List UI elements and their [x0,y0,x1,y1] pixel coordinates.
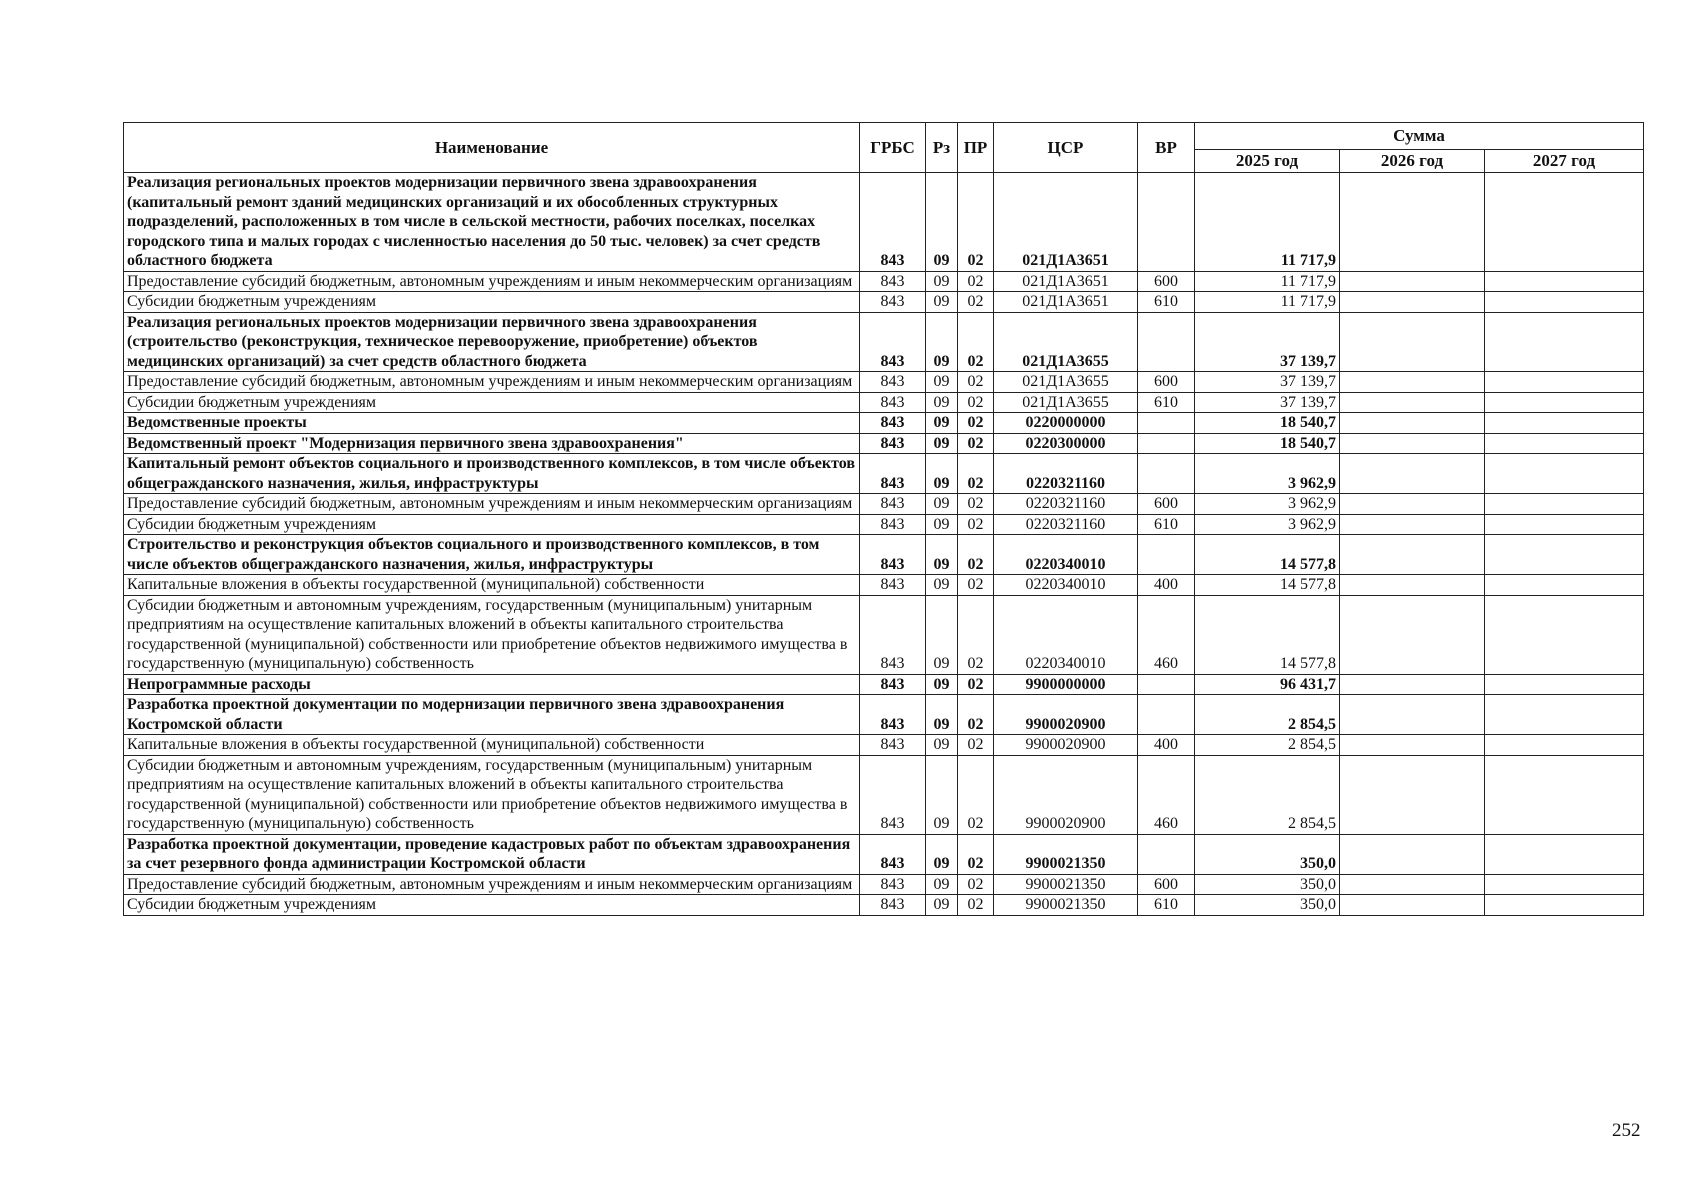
cell-rz: 09 [926,834,958,874]
cell-name: Капитальные вложения в объекты государственной (муниципальной) собственности [124,575,860,596]
cell-csr: 0220321160 [994,514,1138,535]
cell-2025: 18 540,7 [1195,413,1340,434]
header-2026: 2026 год [1340,150,1485,173]
header-vr: ВР [1138,123,1195,173]
cell-csr: 9900020900 [994,755,1138,834]
cell-2025: 14 577,8 [1195,535,1340,575]
cell-vr: 600 [1138,874,1195,895]
cell-rz: 09 [926,271,958,292]
cell-pr: 02 [958,494,994,515]
cell-grbs: 843 [860,674,926,695]
cell-name: Ведомственные проекты [124,413,860,434]
cell-name: Строительство и реконструкция объектов социального и производственного комплексов, в том числе объектов общегражданского назначения, жилья, инфраструктуры [124,535,860,575]
table-row [124,695,1644,735]
cell-name: Непрограммные расходы [124,674,860,695]
cell-name: Ведомственный проект "Модернизация первичного звена здравоохранения" [124,433,860,454]
cell-rz: 09 [926,413,958,434]
cell-pr: 02 [958,895,994,916]
cell-2027 [1485,535,1644,575]
table-row [124,312,1644,372]
cell-rz: 09 [926,372,958,393]
cell-pr: 02 [958,755,994,834]
cell-2027 [1485,312,1644,372]
cell-name: Предоставление субсидий бюджетным, автономным учреждениям и иным некоммерческим организациям [124,271,860,292]
cell-rz: 09 [926,755,958,834]
cell-2026 [1340,494,1485,515]
cell-vr [1138,433,1195,454]
cell-2027 [1485,372,1644,393]
cell-csr: 021Д1А3651 [994,292,1138,313]
cell-grbs: 843 [860,312,926,372]
header-2027: 2027 год [1485,150,1644,173]
cell-grbs: 843 [860,413,926,434]
cell-grbs: 843 [860,173,926,272]
cell-grbs: 843 [860,595,926,674]
cell-rz: 09 [926,494,958,515]
table-row [124,535,1644,575]
cell-2025: 96 431,7 [1195,674,1340,695]
table-row [124,494,1644,515]
cell-name: Субсидии бюджетным учреждениям [124,292,860,313]
cell-name: Предоставление субсидий бюджетным, автономным учреждениям и иным некоммерческим организациям [124,874,860,895]
cell-pr: 02 [958,392,994,413]
budget-table [123,122,1644,916]
cell-csr: 021Д1А3655 [994,392,1138,413]
cell-2025: 37 139,7 [1195,312,1340,372]
cell-vr: 610 [1138,292,1195,313]
cell-vr: 400 [1138,575,1195,596]
cell-vr [1138,312,1195,372]
cell-2027 [1485,514,1644,535]
cell-csr: 021Д1А3655 [994,312,1138,372]
cell-rz: 09 [926,874,958,895]
cell-vr [1138,454,1195,494]
header-csr: ЦСР [994,123,1138,173]
cell-grbs: 843 [860,454,926,494]
cell-2025: 350,0 [1195,895,1340,916]
cell-2025: 14 577,8 [1195,575,1340,596]
cell-vr: 610 [1138,514,1195,535]
cell-grbs: 843 [860,535,926,575]
table-row [124,292,1644,313]
cell-vr: 600 [1138,372,1195,393]
cell-2027 [1485,874,1644,895]
cell-grbs: 843 [860,874,926,895]
table-row [124,735,1644,756]
header-rz: Рз [926,123,958,173]
cell-name: Разработка проектной документации, проведение кадастровых работ по объектам здравоохранения за счет резервного фонда администрации Костромской области [124,834,860,874]
cell-2027 [1485,695,1644,735]
table-row [124,755,1644,834]
cell-vr [1138,413,1195,434]
cell-grbs: 843 [860,372,926,393]
cell-pr: 02 [958,834,994,874]
table-row [124,392,1644,413]
cell-rz: 09 [926,454,958,494]
table-row [124,595,1644,674]
cell-vr: 610 [1138,392,1195,413]
cell-2025: 3 962,9 [1195,494,1340,515]
cell-2025: 37 139,7 [1195,392,1340,413]
cell-pr: 02 [958,695,994,735]
cell-name: Предоставление субсидий бюджетным, автономным учреждениям и иным некоммерческим организациям [124,494,860,515]
cell-2027 [1485,895,1644,916]
cell-2027 [1485,834,1644,874]
cell-pr: 02 [958,413,994,434]
cell-rz: 09 [926,575,958,596]
cell-pr: 02 [958,735,994,756]
cell-vr [1138,535,1195,575]
cell-2027 [1485,413,1644,434]
cell-2027 [1485,173,1644,272]
cell-vr [1138,674,1195,695]
cell-pr: 02 [958,312,994,372]
cell-csr: 0220340010 [994,535,1138,575]
cell-name: Субсидии бюджетным учреждениям [124,895,860,916]
cell-grbs: 843 [860,292,926,313]
table-row [124,514,1644,535]
cell-grbs: 843 [860,433,926,454]
table-row [124,674,1644,695]
cell-2026 [1340,454,1485,494]
header-2025: 2025 год [1195,150,1340,173]
cell-rz: 09 [926,514,958,535]
cell-2026 [1340,755,1485,834]
cell-2026 [1340,173,1485,272]
page-number: 252 [1612,1120,1641,1141]
cell-rz: 09 [926,292,958,313]
cell-rz: 09 [926,595,958,674]
cell-2026 [1340,271,1485,292]
cell-vr: 460 [1138,595,1195,674]
cell-2025: 3 962,9 [1195,514,1340,535]
cell-name: Субсидии бюджетным и автономным учреждениям, государственным (муниципальным) унитарным предприятиям на осуществление капитальных вложений в объекты капитального строительства государственной (муниципальной) собственности или приобретение объектов недвижимого имущества в государственную (муниципальную) собственность [124,755,860,834]
cell-2025: 11 717,9 [1195,292,1340,313]
header-pr: ПР [958,123,994,173]
cell-pr: 02 [958,372,994,393]
cell-2027 [1485,392,1644,413]
table-row [124,454,1644,494]
cell-2025: 11 717,9 [1195,173,1340,272]
cell-rz: 09 [926,695,958,735]
cell-csr: 0220321160 [994,494,1138,515]
cell-name: Предоставление субсидий бюджетным, автономным учреждениям и иным некоммерческим организациям [124,372,860,393]
cell-vr: 610 [1138,895,1195,916]
cell-2025: 2 854,5 [1195,695,1340,735]
cell-vr [1138,834,1195,874]
table-row [124,271,1644,292]
cell-csr: 0220340010 [994,575,1138,596]
cell-csr: 9900021350 [994,874,1138,895]
cell-pr: 02 [958,173,994,272]
cell-2027 [1485,433,1644,454]
cell-2027 [1485,755,1644,834]
cell-pr: 02 [958,292,994,313]
cell-name: Реализация региональных проектов модернизации первичного звена здравоохранения (капитальный ремонт зданий медицинских организаций и их обособленных структурных подразделений, расположенных в том числе в сельской местности, рабочих поселках, поселках городского типа и малых городах с численностью населения до 50 тыс. человек) за счет средств областного бюджета [124,173,860,272]
cell-rz: 09 [926,173,958,272]
cell-2027 [1485,494,1644,515]
cell-csr: 0220321160 [994,454,1138,494]
cell-grbs: 843 [860,494,926,515]
cell-name: Разработка проектной документации по модернизации первичного звена здравоохранения Костромской области [124,695,860,735]
cell-2026 [1340,575,1485,596]
cell-pr: 02 [958,271,994,292]
cell-rz: 09 [926,392,958,413]
cell-2025: 2 854,5 [1195,755,1340,834]
cell-2026 [1340,514,1485,535]
header-sum: Сумма [1195,123,1644,150]
cell-pr: 02 [958,674,994,695]
cell-2025: 350,0 [1195,874,1340,895]
cell-grbs: 843 [860,755,926,834]
cell-2026 [1340,312,1485,372]
table-row [124,173,1644,272]
cell-pr: 02 [958,454,994,494]
cell-vr: 600 [1138,271,1195,292]
cell-2025: 11 717,9 [1195,271,1340,292]
cell-grbs: 843 [860,735,926,756]
cell-name: Субсидии бюджетным учреждениям [124,514,860,535]
cell-2026 [1340,834,1485,874]
cell-pr: 02 [958,575,994,596]
cell-rz: 09 [926,433,958,454]
table-row [124,834,1644,874]
cell-2026 [1340,674,1485,695]
cell-grbs: 843 [860,834,926,874]
table-row [124,413,1644,434]
cell-2026 [1340,895,1485,916]
cell-2025: 18 540,7 [1195,433,1340,454]
cell-2026 [1340,874,1485,895]
cell-name: Капитальные вложения в объекты государственной (муниципальной) собственности [124,735,860,756]
table-row [124,575,1644,596]
cell-2027 [1485,674,1644,695]
cell-vr: 460 [1138,755,1195,834]
cell-grbs: 843 [860,895,926,916]
cell-vr: 600 [1138,494,1195,515]
cell-name: Реализация региональных проектов модернизации первичного звена здравоохранения (строительство (реконструкция, техническое перевооружение, приобретение) объектов медицинских организаций) за счет средств областного бюджета [124,312,860,372]
cell-grbs: 843 [860,514,926,535]
cell-name: Субсидии бюджетным учреждениям [124,392,860,413]
cell-grbs: 843 [860,575,926,596]
cell-2025: 350,0 [1195,834,1340,874]
cell-rz: 09 [926,535,958,575]
cell-pr: 02 [958,874,994,895]
cell-grbs: 843 [860,695,926,735]
cell-csr: 9900000000 [994,674,1138,695]
header-name: Наименование [124,123,860,173]
cell-2026 [1340,595,1485,674]
cell-rz: 09 [926,735,958,756]
cell-rz: 09 [926,674,958,695]
cell-pr: 02 [958,535,994,575]
cell-2026 [1340,433,1485,454]
cell-csr: 0220300000 [994,433,1138,454]
cell-csr: 9900020900 [994,735,1138,756]
cell-csr: 021Д1А3651 [994,271,1138,292]
cell-csr: 021Д1А3655 [994,372,1138,393]
cell-rz: 09 [926,312,958,372]
table-row [124,895,1644,916]
header-grbs: ГРБС [860,123,926,173]
cell-2026 [1340,413,1485,434]
cell-vr: 400 [1138,735,1195,756]
cell-pr: 02 [958,595,994,674]
cell-rz: 09 [926,895,958,916]
cell-pr: 02 [958,514,994,535]
cell-pr: 02 [958,433,994,454]
cell-2026 [1340,292,1485,313]
cell-2026 [1340,695,1485,735]
cell-2027 [1485,271,1644,292]
cell-2027 [1485,454,1644,494]
table-header [124,123,1644,173]
cell-2027 [1485,575,1644,596]
cell-2025: 2 854,5 [1195,735,1340,756]
cell-vr [1138,173,1195,272]
table-row [124,372,1644,393]
cell-name: Субсидии бюджетным и автономным учреждениям, государственным (муниципальным) унитарным предприятиям на осуществление капитальных вложений в объекты капитального строительства государственной (муниципальной) собственности или приобретение объектов недвижимого имущества в государственную (муниципальную) собственность [124,595,860,674]
cell-vr [1138,695,1195,735]
cell-2027 [1485,292,1644,313]
cell-csr: 9900021350 [994,895,1138,916]
cell-csr: 9900020900 [994,695,1138,735]
cell-name: Капитальный ремонт объектов социального и производственного комплексов, в том числе объектов общегражданского назначения, жилья, инфраструктуры [124,454,860,494]
cell-grbs: 843 [860,392,926,413]
cell-2026 [1340,372,1485,393]
cell-2027 [1485,735,1644,756]
cell-2027 [1485,595,1644,674]
cell-2026 [1340,735,1485,756]
cell-2026 [1340,392,1485,413]
table-row [124,433,1644,454]
table-body [124,173,1644,916]
cell-2025: 14 577,8 [1195,595,1340,674]
cell-2026 [1340,535,1485,575]
cell-2025: 37 139,7 [1195,372,1340,393]
cell-csr: 0220000000 [994,413,1138,434]
cell-csr: 0220340010 [994,595,1138,674]
cell-2025: 3 962,9 [1195,454,1340,494]
cell-csr: 021Д1А3651 [994,173,1138,272]
cell-csr: 9900021350 [994,834,1138,874]
table-row [124,874,1644,895]
cell-grbs: 843 [860,271,926,292]
